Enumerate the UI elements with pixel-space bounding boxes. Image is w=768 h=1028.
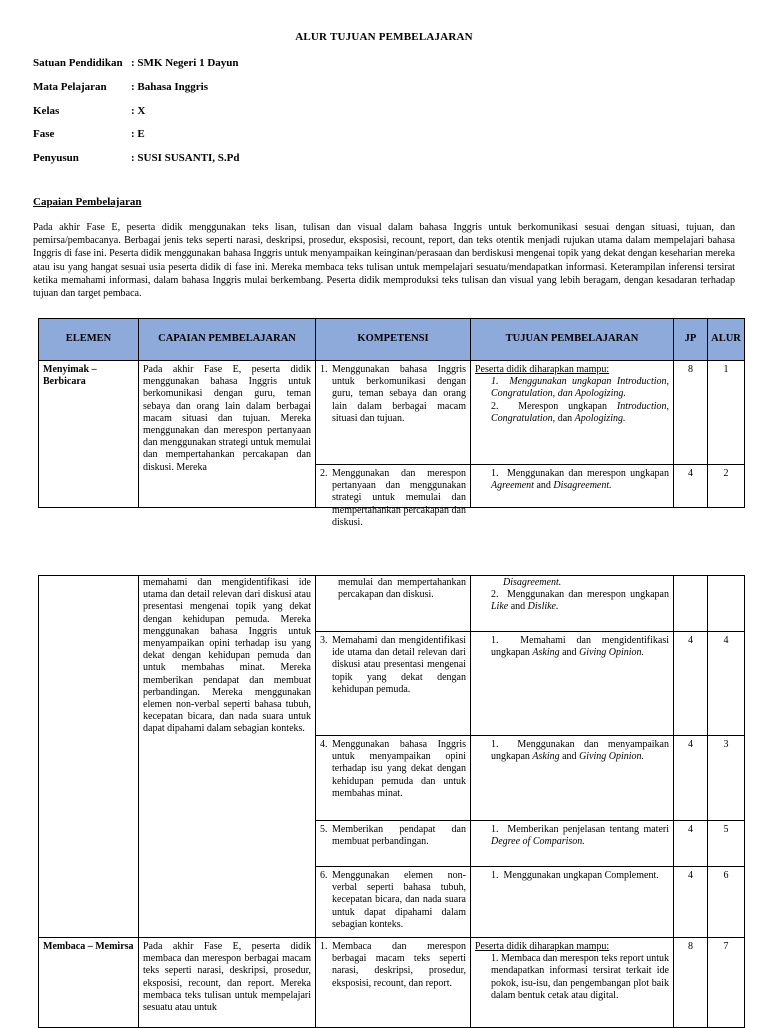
header-jp: JP — [674, 319, 708, 361]
header-alur: ALUR — [708, 319, 745, 361]
jp-cell: 8 — [674, 361, 708, 465]
info-label-kelas: Kelas — [33, 105, 60, 117]
kompetensi-cell: 1. Menggunakan bahasa Inggris untuk berkomunikasi dengan guru, teman sebaya dan orang lain dalam berbagai macam situasi dan tujuan. — [316, 361, 471, 465]
alur-cell: 6 — [708, 867, 745, 938]
jp-cell: 4 — [674, 632, 708, 736]
tujuan-cell-cont: Disagreement. 2. Menggunakan dan merespon ungkapan Like and Dislike. — [471, 576, 674, 632]
tujuan-cell: Peserta didik diharapkan mampu: 1. Menggunakan ungkapan Introduction, Congratulation, dan Apologizing. 2. Merespon ungkapan Introduction, Congratulation, dan Apologizing. — [471, 361, 674, 465]
tujuan-cell: 1. Menggunakan dan merespon ungkapan Agreement and Disagreement. — [471, 465, 674, 508]
capaian-cell-cont: memahami dan mengidentifikasi ide utama dan detail relevan dari diskusi atau presentasi mengenai topik yang dekat dengan kehidupan pemuda. Mereka menggunakan bahasa Inggris untuk menyampaikan opini terhadap isu yang dekat dengan kehidupan pemuda dan untuk membahas minat. Mereka memberikan pendapat dan membuat perbandingan. Mereka menggunakan elemen non-verbal seperti bahasa tubuh, kecepatan bicara, dan nada suara untuk dapat dipahami dalam sebagian konteks. — [139, 576, 316, 938]
tujuan-cell: Peserta didik diharapkan mampu: 1. Membaca dan merespon teks report untuk mendapatkan informasi tersirat terkait ide pokok, isu-isu, dan pengembangan plot baik dalam bentuk cetak atau digital. — [471, 938, 674, 1028]
alur-cell: 2 — [708, 465, 745, 508]
kompetensi-cell: 2. Menggunakan dan merespon pertanyaan dan menggunakan strategi untuk memulai dan mempertahankan percakapan dan diskusi. — [316, 465, 471, 508]
jp-cell: 8 — [674, 938, 708, 1028]
kompetensi-cell: 5. Memberikan pendapat dan membuat perbandingan. — [316, 821, 471, 867]
tujuan-cell: 1. Memberikan penjelasan tentang materi Degree of Comparison. — [471, 821, 674, 867]
alur-cell: 7 — [708, 938, 745, 1028]
kompetensi-cell: 6. Menggunakan elemen non-verbal seperti bahasa tubuh, kecepatan bicara, dan nada suara untuk dapat dipahami dalam sebagian konteks. — [316, 867, 471, 938]
jp-cell: 4 — [674, 465, 708, 508]
info-label-penyusun: Penyusun — [33, 152, 79, 164]
table-header-row — [39, 319, 745, 361]
table-row — [39, 576, 745, 632]
table-row — [39, 938, 745, 1028]
tujuan-cell: 1. Menggunakan ungkapan Complement. — [471, 867, 674, 938]
elemen-cell: Membaca – Memirsa — [39, 938, 139, 1028]
kompetensi-cell: 4. Menggunakan bahasa Inggris untuk menyampaikan opini terhadap isu yang dekat dengan kehidupan pemuda dan untuk membahas minat. — [316, 736, 471, 821]
alur-cell: 3 — [708, 736, 745, 821]
jp-cell-cont — [674, 576, 708, 632]
alur-cell-cont — [708, 576, 745, 632]
kompetensi-cell: 1. Membaca dan merespon berbagai macam teks seperti narasi, deskripsi, prosedur, eksposisi, recount, dan report. — [316, 938, 471, 1028]
jp-cell: 4 — [674, 867, 708, 938]
tujuan-cell: 1. Menggunakan dan menyampaikan ungkapan Asking and Giving Opinion. — [471, 736, 674, 821]
alur-cell: 4 — [708, 632, 745, 736]
info-value-penyusun: : SUSI SUSANTI, S.Pd — [131, 152, 240, 164]
capaian-heading: Capaian Pembelajaran — [33, 196, 142, 208]
info-value-kelas: : X — [131, 105, 146, 117]
elemen-cell: Menyimak – Berbicara — [39, 361, 139, 508]
info-value-fase: : E — [131, 128, 145, 140]
atp-table-page1 — [38, 318, 745, 528]
elemen-cell-cont — [39, 576, 139, 938]
page-title: ALUR TUJUAN PEMBELAJARAN — [295, 31, 473, 43]
capaian-paragraph: Pada akhir Fase E, peserta didik menggunakan teks lisan, tulisan dan visual dalam bahasa Inggris untuk berkomunikasi sesuai dengan situasi, tujuan, dan pemirsa/pembacanya. Berbagai jenis teks seperti narasi, deskripsi, prosedur, eksposisi, recount, report, dan teks otentik menjadi rujukan utama dalam mempelajari bahasa Inggris di fase ini. Peserta didik menggunakan bahasa Inggris untuk menyampaikan keinginan/perasaan dan berdiskusi mengenai topik yang dekat dengan keseharian mereka atau isu yang hangat sesuai usia peserta didik di fase ini. Mereka membaca teks tulisan untuk mempelajari sesuatu/mendapatkan informasi. Keterampilan inferensi tersirat ketika memahami informasi, dalam bahasa Inggris mulai berkembang. Peserta didik memproduksi teks tulisan dan visual yang lebih beragam, dengan kesadaran terhadap tujuan dan target pembaca. — [33, 222, 735, 300]
info-value-satuan: : SMK Negeri 1 Dayun — [131, 57, 239, 69]
kompetensi-cell-cont: memulai dan mempertahankan percakapan dan diskusi. — [316, 576, 471, 632]
table-row — [39, 361, 745, 465]
info-label-fase: Fase — [33, 128, 55, 140]
info-label-mapel: Mata Pelajaran — [33, 81, 107, 93]
alur-cell: 1 — [708, 361, 745, 465]
jp-cell: 4 — [674, 821, 708, 867]
capaian-cell: Pada akhir Fase E, peserta didik menggunakan bahasa Inggris untuk berkomunikasi dengan guru, teman sebaya dan orang lain dalam berbagai macam situasi dan tujuan. Mereka menggunakan dan merespon pertanyaan dan menggunakan strategi untuk memulai dan mempertahankan percakapan dan diskusi. Mereka — [139, 361, 316, 508]
alur-cell: 5 — [708, 821, 745, 867]
capaian-cell: Pada akhir Fase E, peserta didik membaca dan merespon berbagai macam teks seperti narasi, deskripsi, prosedur, eksposisi, recount, dan report. Mereka membaca teks tulisan untuk mempelajari sesuatu atau untuk — [139, 938, 316, 1028]
kompetensi-cell: 3. Memahami dan mengidentifikasi ide utama dan detail relevan dari diskusi atau presentasi mengenai topik yang dekat dengan kehidupan pemuda. — [316, 632, 471, 736]
info-label-satuan: Satuan Pendidikan — [33, 57, 123, 69]
info-value-mapel: : Bahasa Inggris — [131, 81, 209, 93]
atp-table-page2 — [38, 575, 745, 1028]
jp-cell: 4 — [674, 736, 708, 821]
header-capaian: CAPAIAN PEMBELAJARAN — [139, 319, 316, 361]
tujuan-cell: 1. Memahami dan mengidentifikasi ungkapan Asking and Giving Opinion. — [471, 632, 674, 736]
header-kompetensi: KOMPETENSI — [316, 319, 471, 361]
header-tujuan: TUJUAN PEMBELAJARAN — [471, 319, 674, 361]
header-elemen: ELEMEN — [39, 319, 139, 361]
